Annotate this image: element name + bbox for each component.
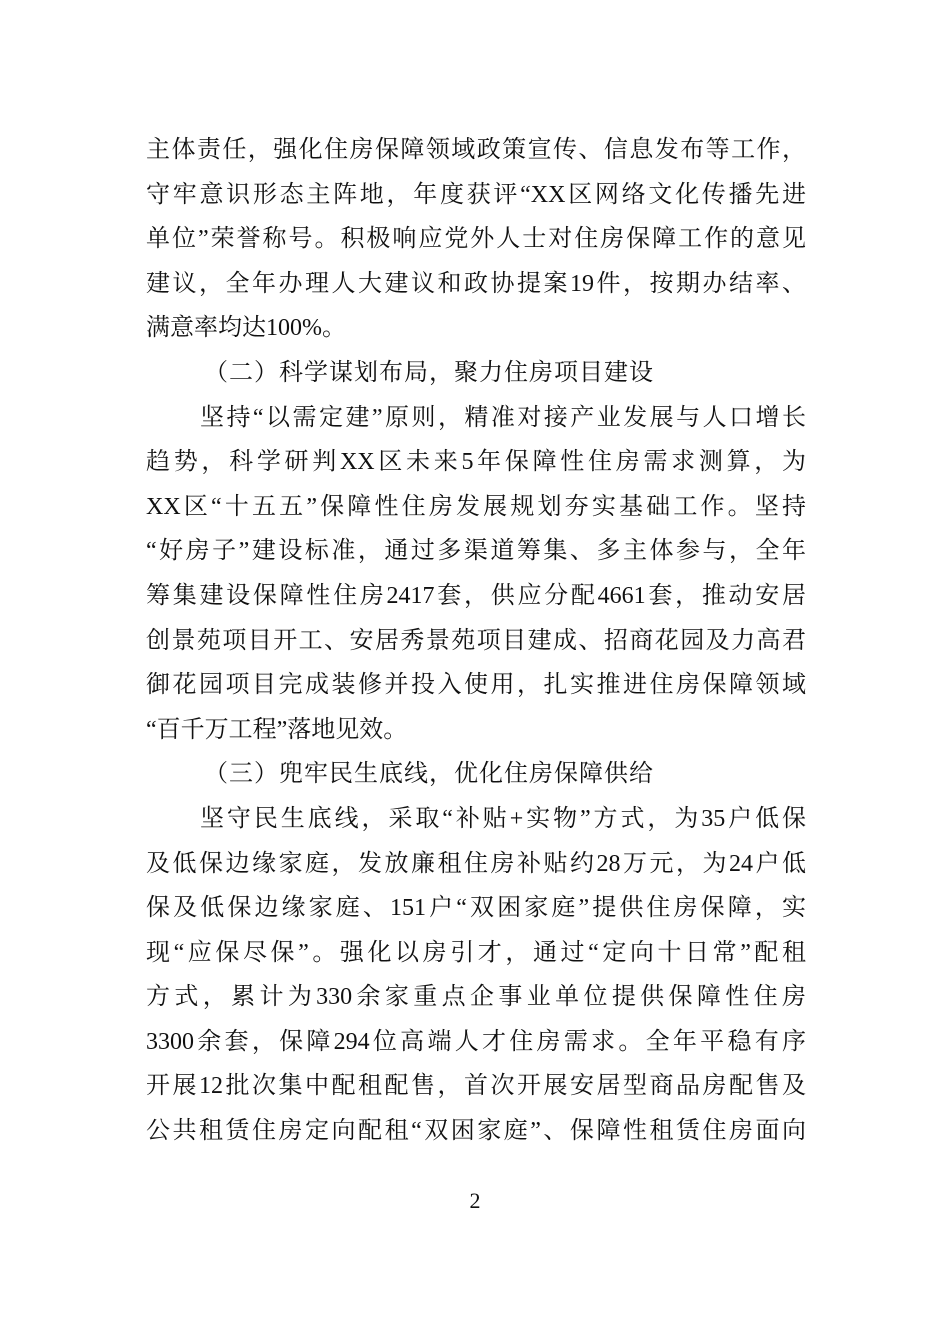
paragraph bbox=[146, 396, 806, 753]
text-line: 筹集建设保障性住房2417套，供应分配4661套，推动安居 bbox=[146, 582, 806, 609]
section-heading bbox=[146, 752, 806, 797]
text-line: 坚持“以需定建”原则，精准对接产业发展与人口增长 bbox=[200, 404, 806, 431]
text-line: 趋势，科学研判XX区未来5年保障性住房需求测算，为 bbox=[146, 449, 806, 476]
text-line: “好房子”建设标准，通过多渠道筹集、多主体参与，全年 bbox=[146, 538, 806, 565]
text-line: XX区“十五五”保障性住房发展规划夯实基础工作。坚持 bbox=[146, 493, 806, 520]
text-line: 保及低保边缘家庭、151户“双困家庭”提供住房保障，实 bbox=[146, 895, 806, 922]
text-line: 开展12批次集中配租配售，首次开展安居型商品房配售及 bbox=[146, 1073, 806, 1100]
text-line: 御花园项目完成装修并投入使用，扎实推进住房保障领域 bbox=[146, 672, 806, 699]
text-line: 方式，累计为330余家重点企事业单位提供保障性住房 bbox=[146, 984, 806, 1011]
paragraph bbox=[146, 797, 806, 1154]
text-line: 主体责任，强化住房保障领域政策宣传、信息发布等工作， bbox=[146, 137, 806, 163]
heading-text: （二）科学谋划布局，聚力住房项目建设 bbox=[204, 359, 654, 386]
text-line: 守牢意识形态主阵地，年度获评“XX区网络文化传播先进 bbox=[146, 181, 806, 208]
text-line: 现“应保尽保”。强化以房引才，通过“定向十日常”配租 bbox=[146, 939, 806, 966]
text-line: 坚守民生底线，采取“补贴+实物”方式，为35户低保 bbox=[200, 805, 806, 832]
text-line: 及低保边缘家庭，发放廉租住房补贴约28万元，为24户低 bbox=[146, 850, 806, 877]
document-body bbox=[146, 128, 806, 1154]
text-line: 3300余套，保障294位高端人才住房需求。全年平稳有序 bbox=[146, 1028, 806, 1055]
text-line: “百千万工程”落地见效。 bbox=[146, 716, 408, 743]
paragraph bbox=[146, 128, 806, 351]
section-heading bbox=[146, 351, 806, 396]
text-line: 建议，全年办理人大建议和政协提案19件，按期办结率、 bbox=[146, 270, 806, 297]
heading-text: （三）兜牢民生底线，优化住房保障供给 bbox=[204, 761, 654, 788]
text-line: 创景苑项目开工、安居秀景苑项目建成、招商花园及力高君 bbox=[146, 627, 806, 654]
text-line: 满意率均达100%。 bbox=[146, 315, 346, 342]
page-number: 2 bbox=[469, 1188, 481, 1213]
text-line: 公共租赁住房定向配租“双困家庭”、保障性租赁住房面向 bbox=[146, 1118, 806, 1145]
text-line: 单位”荣誉称号。积极响应党外人士对住房保障工作的意见 bbox=[146, 226, 806, 253]
